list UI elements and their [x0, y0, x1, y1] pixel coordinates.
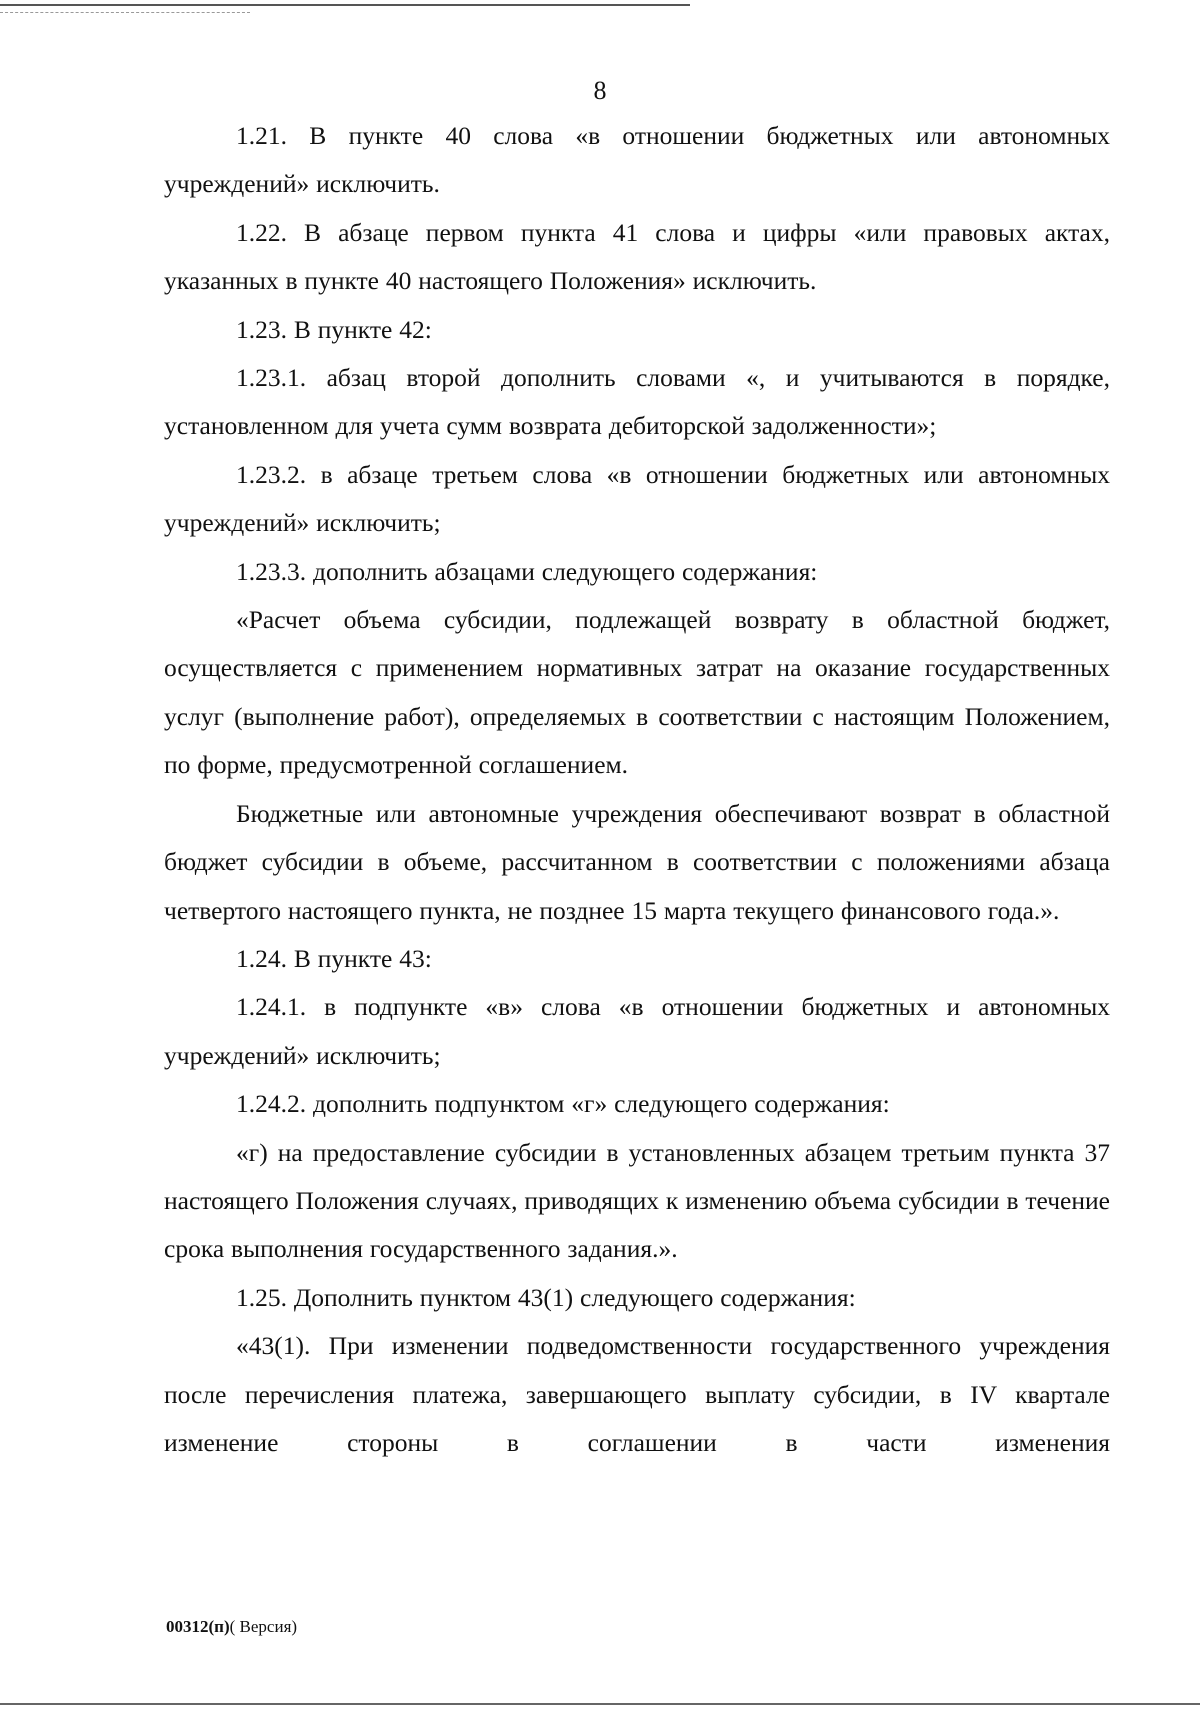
page-number: 8	[593, 76, 607, 105]
footer-document-code: 00312(п)	[166, 1617, 230, 1636]
paragraph-1-24-2: 1.24.2. дополнить подпунктом «г» следующего содержания:	[236, 1089, 890, 1119]
paragraph-1-21: 1.21. В пункте 40 слова «в отношении бюджетных или автономных учреждений» исключить.	[164, 121, 1110, 199]
paragraph-1-25: 1.25. Дополнить пунктом 43(1) следующего содержания:	[236, 1282, 856, 1312]
paragraph-43-1: «43(1). При изменении подведомственности государственного учреждения после перечисления платежа, завершающего выплату субсидии, в IV квартале изменение стороны в соглашении в части изменения	[164, 1331, 1110, 1457]
paragraph-1-23-3: 1.23.3. дополнить абзацами следующего содержания:	[236, 556, 818, 586]
paragraph-subsidy-return: Бюджетные или автономные учреждения обеспечивают возврат в областной бюджет субсидии в объеме, рассчитанном в соответствии с положениями абзаца четвертого настоящего пункта, не позднее 15 марта текущего финансового года.».	[164, 798, 1110, 925]
paragraph-1-23-1: 1.23.1. абзац второй дополнить словами «, и учитываются в порядке, установленном для учета сумм возврата дебиторской задолженности»;	[164, 363, 1110, 441]
paragraph-1-23-2: 1.23.2. в абзаце третьем слова «в отношении бюджетных или автономных учреждений» исключить;	[164, 459, 1110, 538]
scan-edge-top-dashed	[0, 12, 250, 13]
paragraph-1-24-1: 1.24.1. в подпункте «в» слова «в отношении бюджетных и автономных учреждений» исключить;	[164, 992, 1110, 1070]
paragraph-1-24: 1.24. В пункте 43:	[236, 943, 432, 973]
paragraph-1-23: 1.23. В пункте 42:	[236, 314, 432, 344]
paragraph-subpoint-g: «г) на предоставление субсидии в установленных абзацем третьим пункта 37 настоящего Положения случаях, приводящих к изменению объема субсидии в течение срока выполнения государственного задания.».	[164, 1137, 1110, 1264]
scan-edge-bottom	[0, 1703, 1200, 1705]
scan-edge-top	[0, 4, 690, 6]
footer-version: ( Версия)	[229, 1617, 298, 1636]
document-footer	[166, 1617, 297, 1637]
paragraph-subsidy-calculation: «Расчет объема субсидии, подлежащей возврату в областной бюджет, осуществляется с применением нормативных затрат на оказание государственных услуг (выполнение работ), определяемых в соответствии с настоящим Положением, по форме, предусмотренной соглашением.	[164, 605, 1110, 780]
document-body	[164, 112, 1110, 1467]
paragraph-1-22: 1.22. В абзаце первом пункта 41 слова и цифры «или правовых актах, указанных в пункте 40 настоящего Положения» исключить.	[164, 217, 1110, 296]
